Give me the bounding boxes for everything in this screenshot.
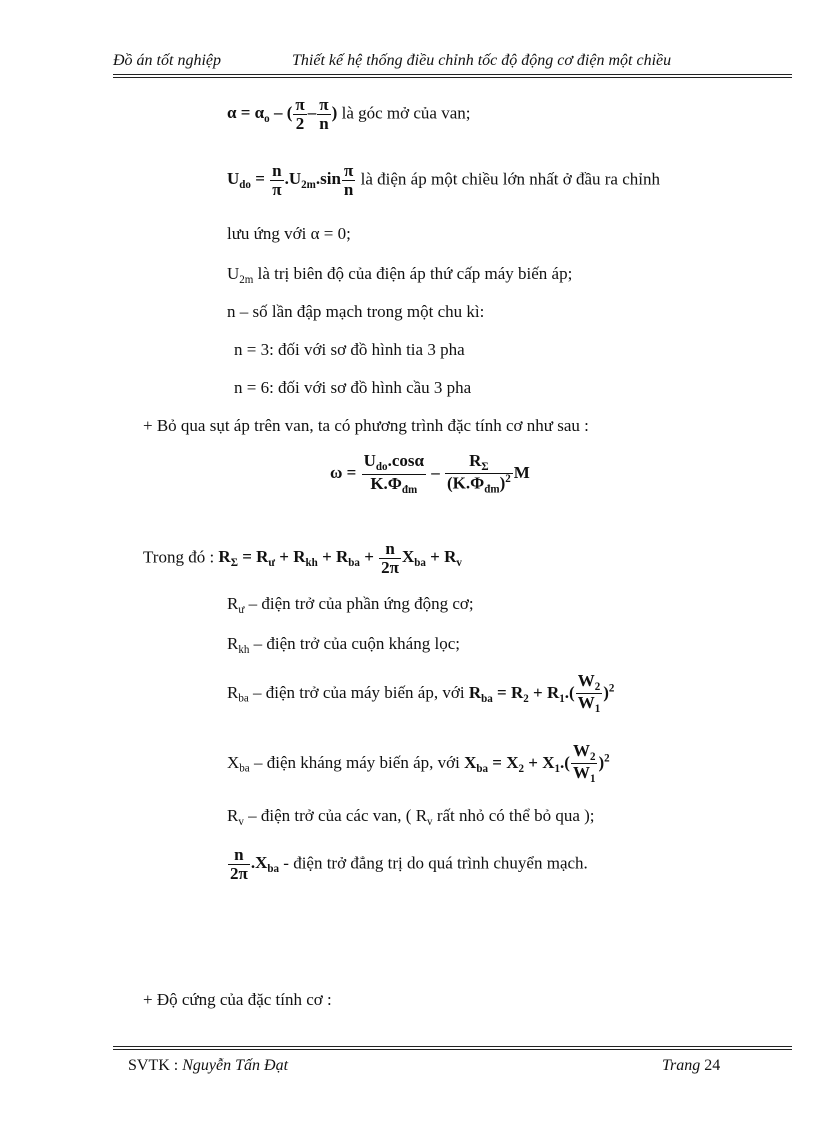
udo-line [227, 162, 660, 199]
u2m-line: $U_{2m}$ là trị biên độ của điện áp thứ cấp máy biến áp; [227, 264, 573, 286]
rsigma-formula: $R_\Sigma = R_ư + R_{kh} + R_{ba}$ + $\frac{n}{2\pi}$ $X_{ba} + R_v$ [218, 539, 462, 577]
do-cung-heading: + Độ cứng của đặc tính cơ : [143, 990, 332, 1009]
alpha-description: là góc mở của van; [341, 103, 471, 123]
rkh-line: $R_{kh}$ – điện trở của cuộn kháng lọc; [227, 634, 460, 656]
alpha-formula: $\alpha = \alpha_o$ – ( $\frac{\pi}{2}$ – $\frac{\pi}{n}$ ) [227, 95, 338, 133]
udo-formula: $U_{do}$ = $\frac{n}{\pi}$ $.U_{2m}.\sin$ $\frac{\pi}{n}$ [227, 161, 354, 199]
header-right: Thiết kế hệ thống điều chỉnh tốc độ động cơ điện một chiều [292, 52, 672, 69]
ru-line: $R_ư$ – điện trở của phần ứng động cơ; [227, 594, 474, 616]
rba-line: $R_{ba}$ – điện trở của máy biến áp, với $R_{ba} = R_2 + R_1$.( $\frac{W_2}{W_1}$ )$^2$ [227, 671, 615, 716]
udo-continuation: lưu ứng với α = 0; [227, 224, 351, 243]
xba-formula: $X_{ba} = X_2 + X_1$.( $\frac{W_2}{W_1}$ )$^2$ [464, 741, 610, 786]
commutation-line: $\frac{n}{2\pi}$ $.X_{ba}$ - điện trở đẳng trị do quá trình chuyển mạch. [227, 846, 588, 883]
footer-author: SVTK : Nguyễn Tấn Đạt [128, 1057, 289, 1074]
footer-rule-2 [113, 1049, 792, 1050]
page-number: Trang 24 [662, 1057, 721, 1074]
header-left: Đồ án tốt nghiệp [113, 52, 221, 69]
alpha-line [227, 96, 470, 133]
bo-qua-paragraph: + Bỏ qua sụt áp trên van, ta có phương trình đặc tính cơ như sau : [143, 416, 589, 435]
n6-line: n = 6: đối với sơ đồ hình cầu 3 pha [234, 378, 472, 397]
footer-rule [113, 1046, 792, 1047]
n3-line: n = 3: đối với sơ đồ hình tia 3 pha [234, 340, 465, 359]
xba-line: $X_{ba}$ – điện kháng máy biến áp, với $X_{ba} = X_2 + X_1$.( $\frac{W_2}{W_1}$ )$^2$ [227, 741, 610, 786]
trong-do-line: Trong đó : $R_\Sigma = R_ư + R_{kh} + R_{ba}$ + $\frac{n}{2\pi}$ $X_{ba} + R_v$ [143, 539, 462, 577]
rv-line: $R_v$ – điện trở của các van, ( $R_v$ rất nhỏ có thể bỏ qua ); [227, 806, 595, 828]
header-rule [113, 74, 792, 75]
udo-description: là điện áp một chiều lớn nhất ở đầu ra chỉnh [360, 169, 660, 189]
n-line: n – số lần đập mạch trong một chu kì: [227, 302, 485, 321]
rba-formula: $R_{ba} = R_2 + R_1$.( $\frac{W_2}{W_1}$ )$^2$ [468, 671, 615, 716]
omega-equation: ω = $\frac{U_{do}.\cos\alpha}{K.\Phi_{đm}}$ – $\frac{R_\Sigma}{(K.\Phi_{đm})^2}$ M [330, 451, 530, 496]
commutation-formula: $\frac{n}{2\pi}$ $.X_{ba}$ [230, 845, 280, 883]
header-rule-2 [113, 77, 792, 78]
